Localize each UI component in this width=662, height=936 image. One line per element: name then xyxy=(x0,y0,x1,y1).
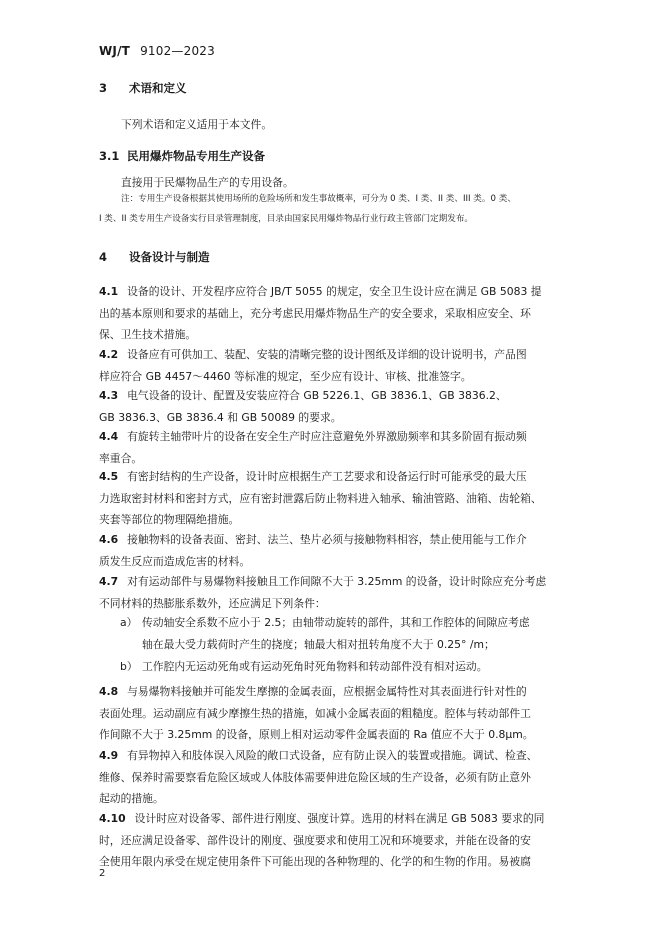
clause-line: 时，还应满足设备零、部件设计的刚度、强度要求和使用工况和环境要求，并能在设备的安 xyxy=(99,833,531,847)
clause-number: 4.5 xyxy=(99,470,119,483)
clause-line: 全使用年限内承受在规定使用条件下可能出现的各种物理的、化学的和生物的作用。易被腐 xyxy=(99,855,531,869)
clause-4-10 xyxy=(99,808,563,873)
condition-line: 工作腔内无运动死角或有运动死角时死角物料和转动部件没有相对运动。 xyxy=(142,660,488,673)
clause-line: 设备应有可供加工、装配、安装的清晰完整的设计图纸及详细的设计说明书，产品图 xyxy=(127,348,527,361)
clause-number: 4.2 xyxy=(99,348,119,361)
clause-line: 有密封结构的生产设备，设计时应根据生产工艺要求和设备运行时可能承受的最大压 xyxy=(127,470,527,483)
clause-line: 样应符合 GB 4457～4460 等标准的规定，至少应有设计、审核、批准签字。 xyxy=(99,369,472,383)
term-note-line-1: 注：专用生产设备根据其使用场所的危险场所和发生事故概率，可分为 0 类、I 类、II 类、III 类。0 类、 xyxy=(121,194,516,204)
clause-line: 作间隙不大于 3.25mm 的设备，原则上相对运动零件金属表面的 Ra 值应不大于 0.8μm。 xyxy=(99,728,534,742)
clause-4-4 xyxy=(99,426,563,469)
condition-a xyxy=(120,612,563,655)
condition-label: a） xyxy=(120,616,138,629)
clause-number: 4.4 xyxy=(99,430,119,443)
clause-line: 表面处理。运动副应有减少摩擦生热的措施，如减小金属表面的粗糙度。腔体与转动部件工 xyxy=(99,706,531,720)
clause-line: 设备的设计、开发程序应符合 JB/T 5055 的规定，安全卫生设计应在满足 GB 5083 提 xyxy=(127,285,542,298)
section-3-intro: 下列术语和定义适用于本文件。 xyxy=(121,118,273,131)
clause-number: 4.1 xyxy=(99,285,119,298)
clause-4-1 xyxy=(99,281,563,346)
clause-line: 设计时应对设备零、部件进行刚度、强度计算。选用的材料在满足 GB 5083 要求的同 xyxy=(134,812,545,825)
clause-line: 接触物料的设备表面、密封、法兰、垫片必须与接触物料相容，禁止使用能与工作介 xyxy=(127,533,527,546)
clause-line: 保、卫生技术措施。 xyxy=(99,328,197,342)
clause-4-8 xyxy=(99,681,563,746)
clause-4-5 xyxy=(99,466,563,531)
section-title: 设备设计与制造 xyxy=(129,250,210,264)
clause-line: 有异物掉入和肢体误入风险的敞口式设备，应有防止误入的装置或措施。调试、检查、 xyxy=(127,749,538,762)
section-number: 3 xyxy=(99,81,108,95)
clause-line: 有旋转主轴带叶片的设备在安全生产时应注意避免外界激励频率和其多阶固有振动频 xyxy=(127,430,527,443)
clause-4-2 xyxy=(99,344,563,387)
clause-line: GB 3836.3、GB 3836.4 和 GB 50089 的要求。 xyxy=(99,410,342,424)
clause-3-1-heading xyxy=(99,148,265,164)
clause-line: 起动的措施。 xyxy=(99,792,164,806)
clause-title: 民用爆炸物品专用生产设备 xyxy=(127,149,265,163)
clause-number: 4.9 xyxy=(99,749,119,762)
clause-number: 4.6 xyxy=(99,533,119,546)
condition-b xyxy=(120,656,563,678)
clause-line: 力选取密封材料和密封方式，应有密封泄露后防止物料进入轴承、输油管路、油箱、齿轮箱、 xyxy=(99,491,542,505)
clause-4-6 xyxy=(99,529,563,572)
clause-line: 质发生反应而造成危害的材料。 xyxy=(99,554,251,568)
condition-label: b） xyxy=(120,660,138,673)
clause-4-7 xyxy=(99,571,563,614)
term-note-line-2: I 类、II 类专用生产设备实行目录管理制度，目录由国家民用爆炸物品行业行政主管部门定期发布。 xyxy=(99,214,474,224)
section-number: 4 xyxy=(99,250,108,264)
clause-line: 维修、保养时需要察看危险区域或人体肢体需要伸进危险区域的生产设备，必须有防止意外 xyxy=(99,770,531,784)
section-title: 术语和定义 xyxy=(129,81,187,95)
standard-header xyxy=(99,44,215,58)
condition-line: 轴在最大受力载荷时产生的挠度；轴最大相对扭转角度不大于 0.25° /m； xyxy=(142,637,495,651)
term-definition: 直接用于民爆物品生产的专用设备。 xyxy=(121,176,294,189)
clause-line: 不同材料的热膨胀系数外，还应满足下列条件： xyxy=(99,596,326,610)
standard-number: 9102—2023 xyxy=(140,44,215,58)
clause-number: 3.1 xyxy=(99,149,120,163)
clause-4-3 xyxy=(99,385,563,428)
page-number: 2 xyxy=(99,868,106,879)
clause-number: 4.8 xyxy=(99,685,119,698)
clause-line: 对有运动部件与易爆物料接触且工作间隙不大于 3.25mm 的设备，设计时除应充分考虑 xyxy=(127,575,547,588)
clause-number: 4.7 xyxy=(99,575,119,588)
section-3-heading xyxy=(99,80,187,96)
condition-line: 传动轴安全系数不应小于 2.5；由轴带动旋转的部件，其和工作腔体的间隙应考虑 xyxy=(142,616,530,629)
clause-number: 4.10 xyxy=(99,812,126,825)
clause-line: 率重合。 xyxy=(99,451,143,465)
section-4-heading xyxy=(99,249,210,265)
clause-line: 电气设备的设计、配置及安装应符合 GB 5226.1、GB 3836.1、GB 3836.2、 xyxy=(127,389,507,402)
clause-4-9 xyxy=(99,745,563,810)
clause-line: 夹套等部位的物理隔绝措施。 xyxy=(99,513,240,527)
clause-line: 与易爆物料接触并可能发生摩擦的金属表面，应根据金属特性对其表面进行针对性的 xyxy=(127,685,527,698)
standard-code: WJ/T xyxy=(99,44,131,58)
clause-number: 4.3 xyxy=(99,389,119,402)
clause-line: 出的基本原则和要求的基础上，充分考虑民用爆炸物品生产的安全要求，采取相应安全、环 xyxy=(99,306,531,320)
